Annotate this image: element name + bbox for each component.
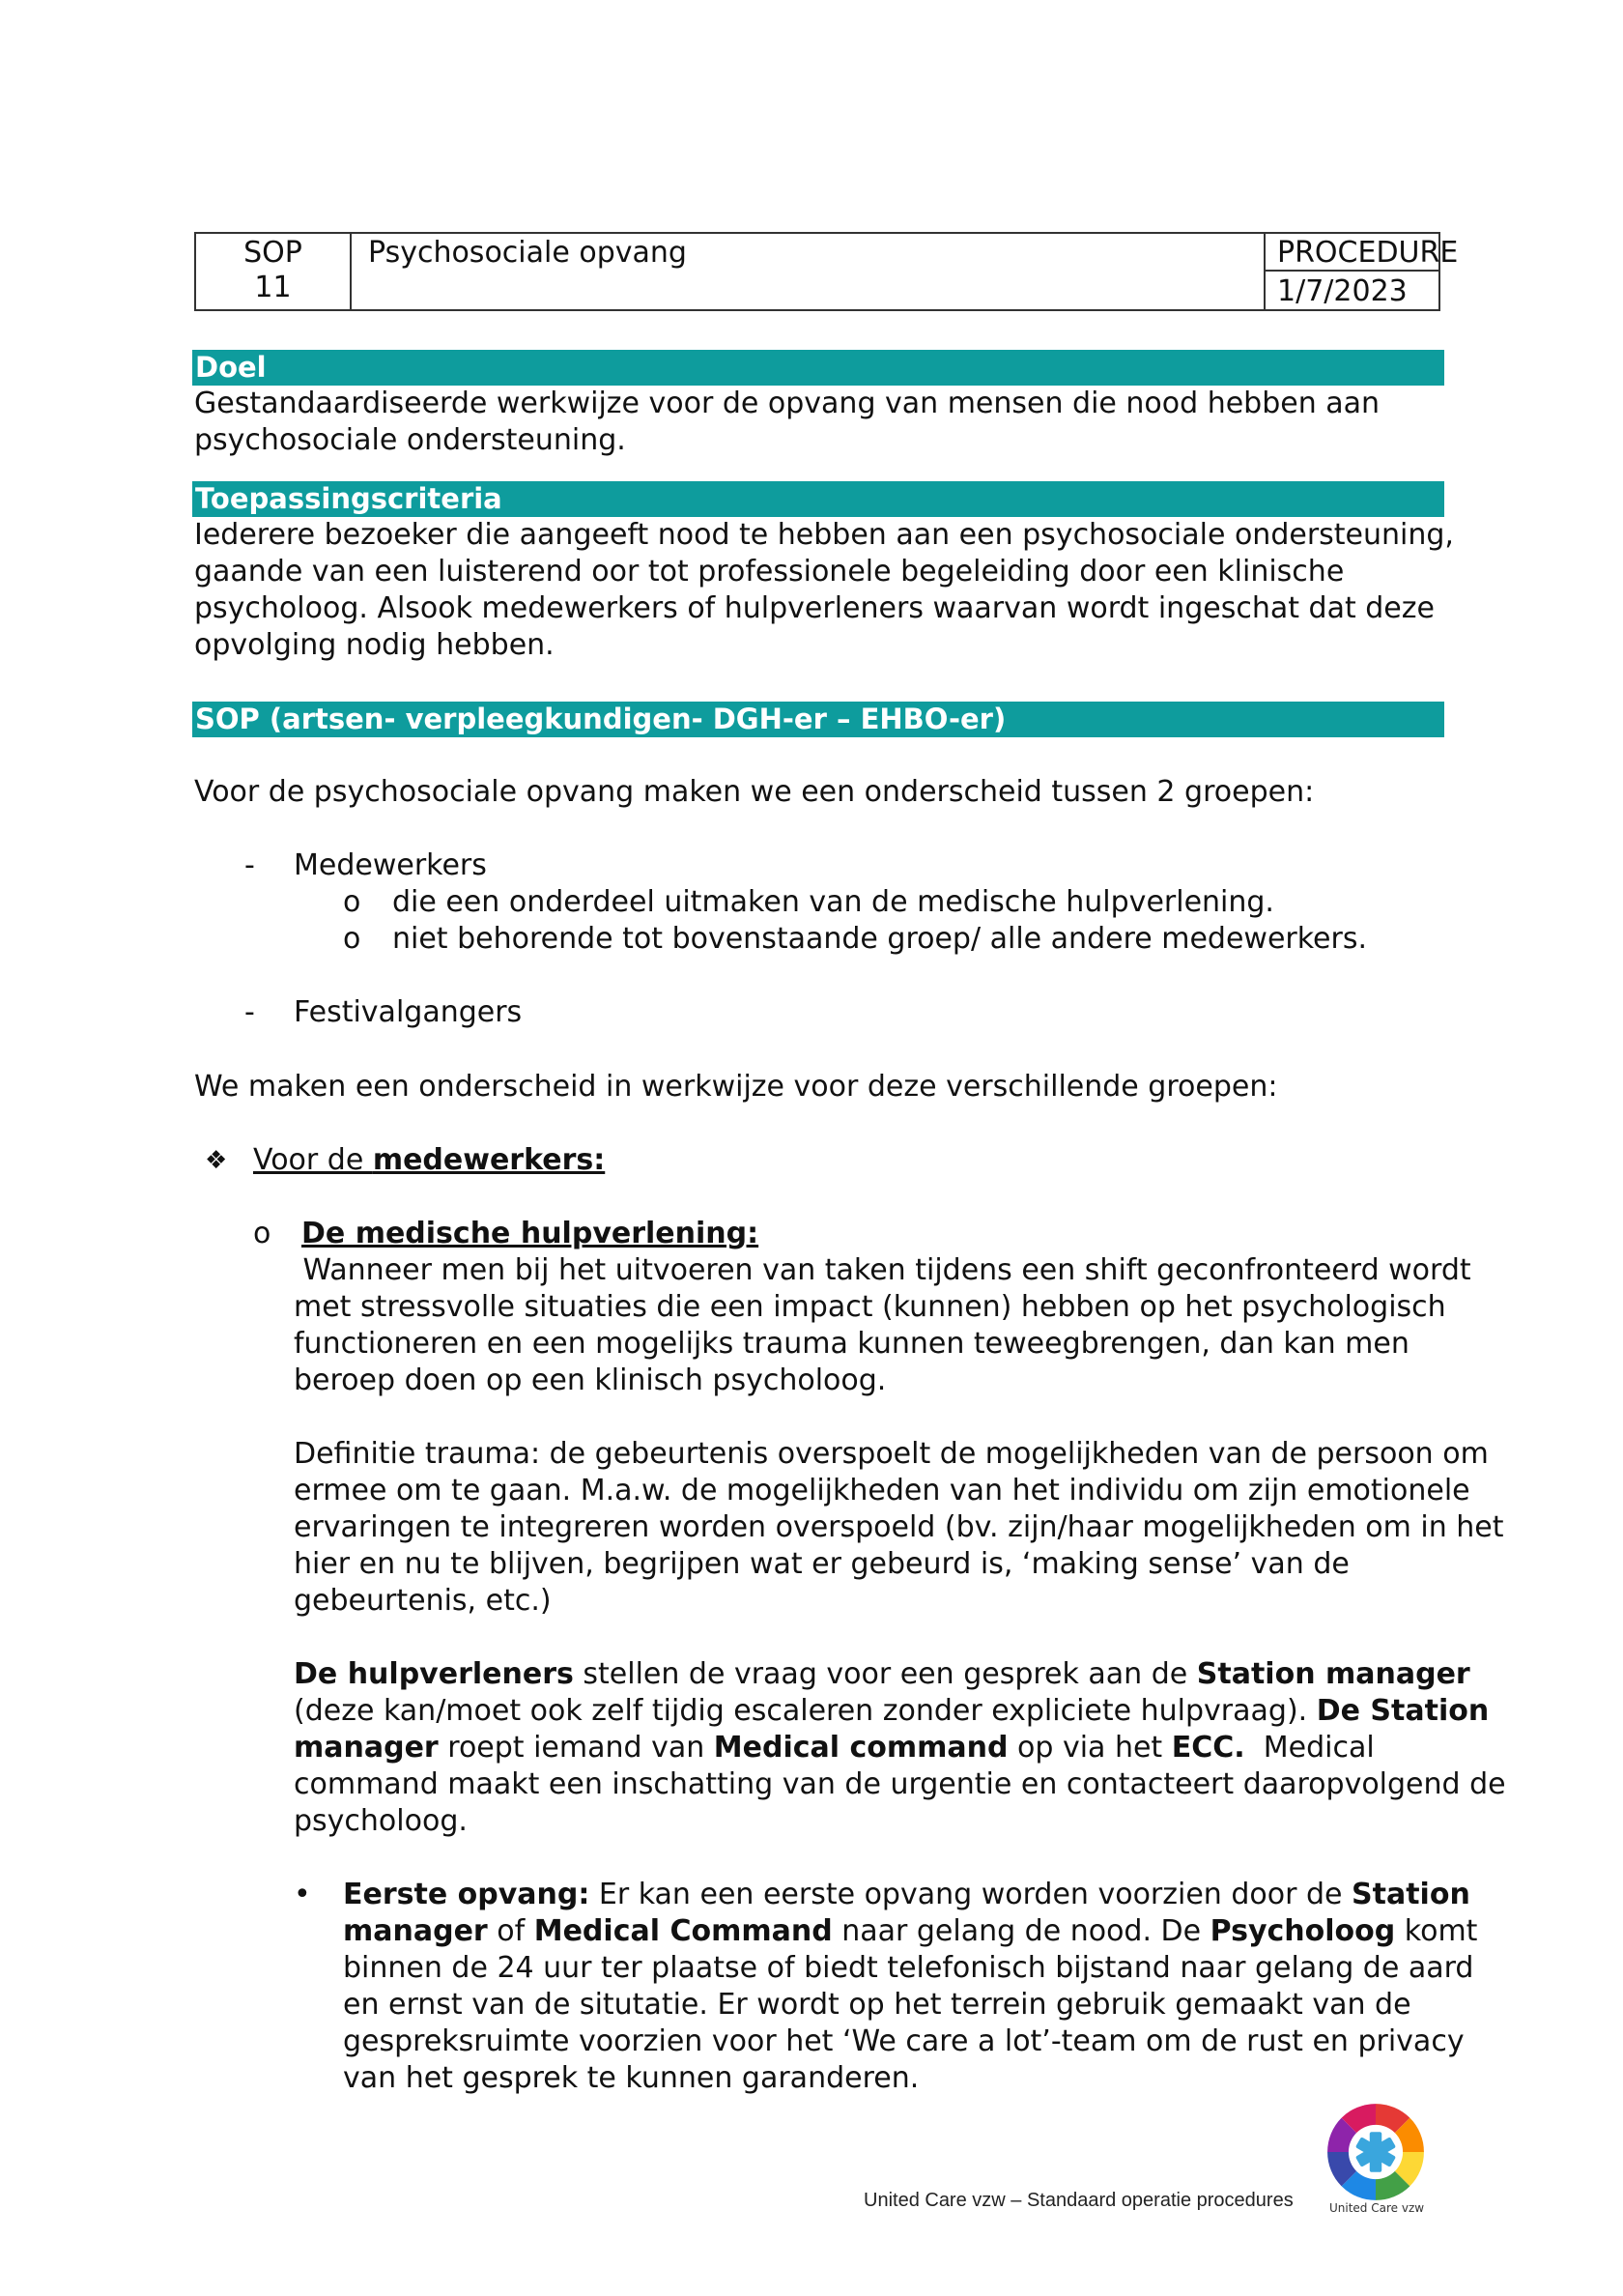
logo-caption: United Care vzw xyxy=(1329,2201,1425,2215)
hulp-line-5: psycholoog. xyxy=(294,1804,468,1838)
hulp-bold: Medical command xyxy=(713,1731,1009,1765)
eerste-text: naar gelang de nood. De xyxy=(832,1914,1210,1948)
hulp-bold: manager xyxy=(294,1731,439,1765)
sop-title: Psychosociale opvang xyxy=(368,236,687,270)
eerste-line-4: en ernst van de situtatie. Er wordt op het terrein gebruik gemaakt van de xyxy=(343,1988,1411,2022)
list-circle-marker: o xyxy=(343,885,361,919)
section-heading-toepassing: Toepassingscriteria xyxy=(192,481,1444,517)
trauma-line-5: gebeurtenis, etc.) xyxy=(294,1584,552,1618)
sop-title-cell xyxy=(354,234,1421,309)
list-circle-marker: o xyxy=(253,1217,271,1250)
toepassing-line-3: psycholoog. Alsook medewerkers of hulpverleners waarvan wordt ingeschat dat deze xyxy=(194,591,1435,625)
eerste-bold: Medical Command xyxy=(533,1914,833,1948)
hulp-text: op via het xyxy=(1008,1731,1172,1765)
hulp-line-3 xyxy=(294,1730,1375,1766)
medisch-line-3: functioneren en een mogelijks trauma kunnen teweegbrengen, dan kan men xyxy=(294,1327,1409,1361)
section-heading-sop: SOP (artsen- verpleegkundigen- DGH-er – EHBO-er) xyxy=(192,702,1444,737)
eerste-text: Er kan een eerste opvang worden voorzien door de xyxy=(589,1878,1352,1911)
doel-line-1: Gestandaardiseerde werkwijze voor de opvang van mensen die nood hebben aan xyxy=(194,387,1381,420)
toepassing-line-2: gaande van een luisterend oor tot professionele begeleiding door een klinische xyxy=(194,555,1345,588)
eerste-line-3: binnen de 24 uur ter plaatse of biedt telefonisch bijstand naar gelang de aard xyxy=(343,1951,1474,1985)
group-festivalgangers: Festivalgangers xyxy=(294,995,523,1029)
trauma-line-4: hier en nu te blijven, begrijpen wat er gebeurd is, ‘making sense’ van de xyxy=(294,1547,1350,1581)
sop-number: 11 xyxy=(254,271,292,304)
eerste-bold: Psycholoog xyxy=(1210,1914,1396,1948)
eerste-text: komt xyxy=(1395,1914,1478,1948)
voor-de-medewerkers xyxy=(253,1142,605,1179)
eerste-line-5: gespreksruimte voorzien voor het ‘We care a lot’-team om de rust en privacy xyxy=(343,2024,1465,2058)
hulp-text: (deze kan/moet ook zelf tijdig escaleren zonder expliciete hulpvraag). xyxy=(294,1694,1317,1728)
group-sub-1: die een onderdeel uitmaken van de medische hulpverlening. xyxy=(392,885,1274,919)
group-medewerkers: Medewerkers xyxy=(294,848,487,882)
hulp-line-1 xyxy=(294,1656,1470,1693)
sop-meta-cell xyxy=(1264,234,1459,309)
hulp-text: roept iemand van xyxy=(438,1731,714,1765)
trauma-line-3: ervaringen te integreren worden overspoeld (bv. zijn/haar mogelijkheden om in het xyxy=(294,1510,1504,1544)
medisch-line-1: Wanneer men bij het uitvoeren van taken tijdens een shift geconfronteerd wordt xyxy=(294,1253,1471,1287)
hulp-bold: De Station xyxy=(1316,1694,1490,1728)
united-care-logo xyxy=(1325,2102,1426,2202)
medisch-line-2: met stressvolle situaties die een impact (kunnen) hebben op het psychologisch xyxy=(294,1290,1446,1324)
eerste-bold: Station xyxy=(1352,1878,1470,1911)
list-dash-marker: - xyxy=(244,995,255,1029)
eerste-bold: Eerste opvang: xyxy=(343,1878,590,1911)
hulp-line-2 xyxy=(294,1693,1489,1730)
medisch-line-4: beroep doen op een klinisch psycholoog. xyxy=(294,1363,887,1397)
hulp-text: Medical xyxy=(1244,1731,1375,1765)
eerste-line-6: van het gesprek te kunnen garanderen. xyxy=(343,2061,920,2095)
distinction-text: We maken een onderscheid in werkwijze voor deze verschillende groepen: xyxy=(194,1070,1278,1104)
bullet-marker: • xyxy=(294,1878,311,1911)
trauma-line-2: ermee om te gaan. M.a.w. de mogelijkheden van het individu om zijn emotionele xyxy=(294,1474,1470,1507)
sop-number-cell xyxy=(196,234,352,309)
hulp-text: stellen de vraag voor een gesprek aan de xyxy=(573,1657,1197,1691)
hulp-bold: ECC. xyxy=(1171,1731,1245,1765)
hulp-bold: Station manager xyxy=(1196,1657,1470,1691)
sop-intro: Voor de psychosociale opvang maken we een onderscheid tussen 2 groepen: xyxy=(194,775,1315,809)
sop-header-table xyxy=(194,232,1459,311)
diamond-bullet-icon: ❖ xyxy=(205,1146,228,1175)
toepassing-line-4: opvolging nodig hebben. xyxy=(194,628,555,662)
eerste-line-2 xyxy=(343,1913,1477,1950)
doel-line-2: psychosociale ondersteuning. xyxy=(194,423,626,457)
hulp-bold: De hulpverleners xyxy=(294,1657,574,1691)
eerste-line-1 xyxy=(343,1877,1470,1913)
section-heading-doel: Doel xyxy=(192,350,1444,386)
voor-de-text: Voor de xyxy=(253,1143,373,1177)
sop-type: PROCEDURE xyxy=(1266,234,1438,272)
eerste-text: of xyxy=(487,1914,534,1948)
sop-label: SOP xyxy=(243,236,302,270)
trauma-line-1: Definitie trauma: de gebeurtenis overspoelt de mogelijkheden van de persoon om xyxy=(294,1437,1489,1471)
group-sub-2: niet behorende tot bovenstaande groep/ alle andere medewerkers. xyxy=(392,922,1367,956)
hulp-line-4: command maakt een inschatting van de urgentie en contacteert daaropvolgend de xyxy=(294,1767,1506,1801)
list-circle-marker: o xyxy=(343,922,361,956)
medisch-heading: De medische hulpverlening: xyxy=(301,1217,759,1250)
medewerkers-bold: medewerkers: xyxy=(372,1143,606,1177)
toepassing-line-1: Iederere bezoeker die aangeeft nood te hebben aan een psychosociale ondersteuning, xyxy=(194,518,1454,552)
eerste-bold: manager xyxy=(343,1914,488,1948)
sop-date: 1/7/2023 xyxy=(1277,274,1408,308)
page-footer: United Care vzw – Standaard operatie procedures xyxy=(864,2190,1294,2211)
list-dash-marker: - xyxy=(244,848,255,882)
